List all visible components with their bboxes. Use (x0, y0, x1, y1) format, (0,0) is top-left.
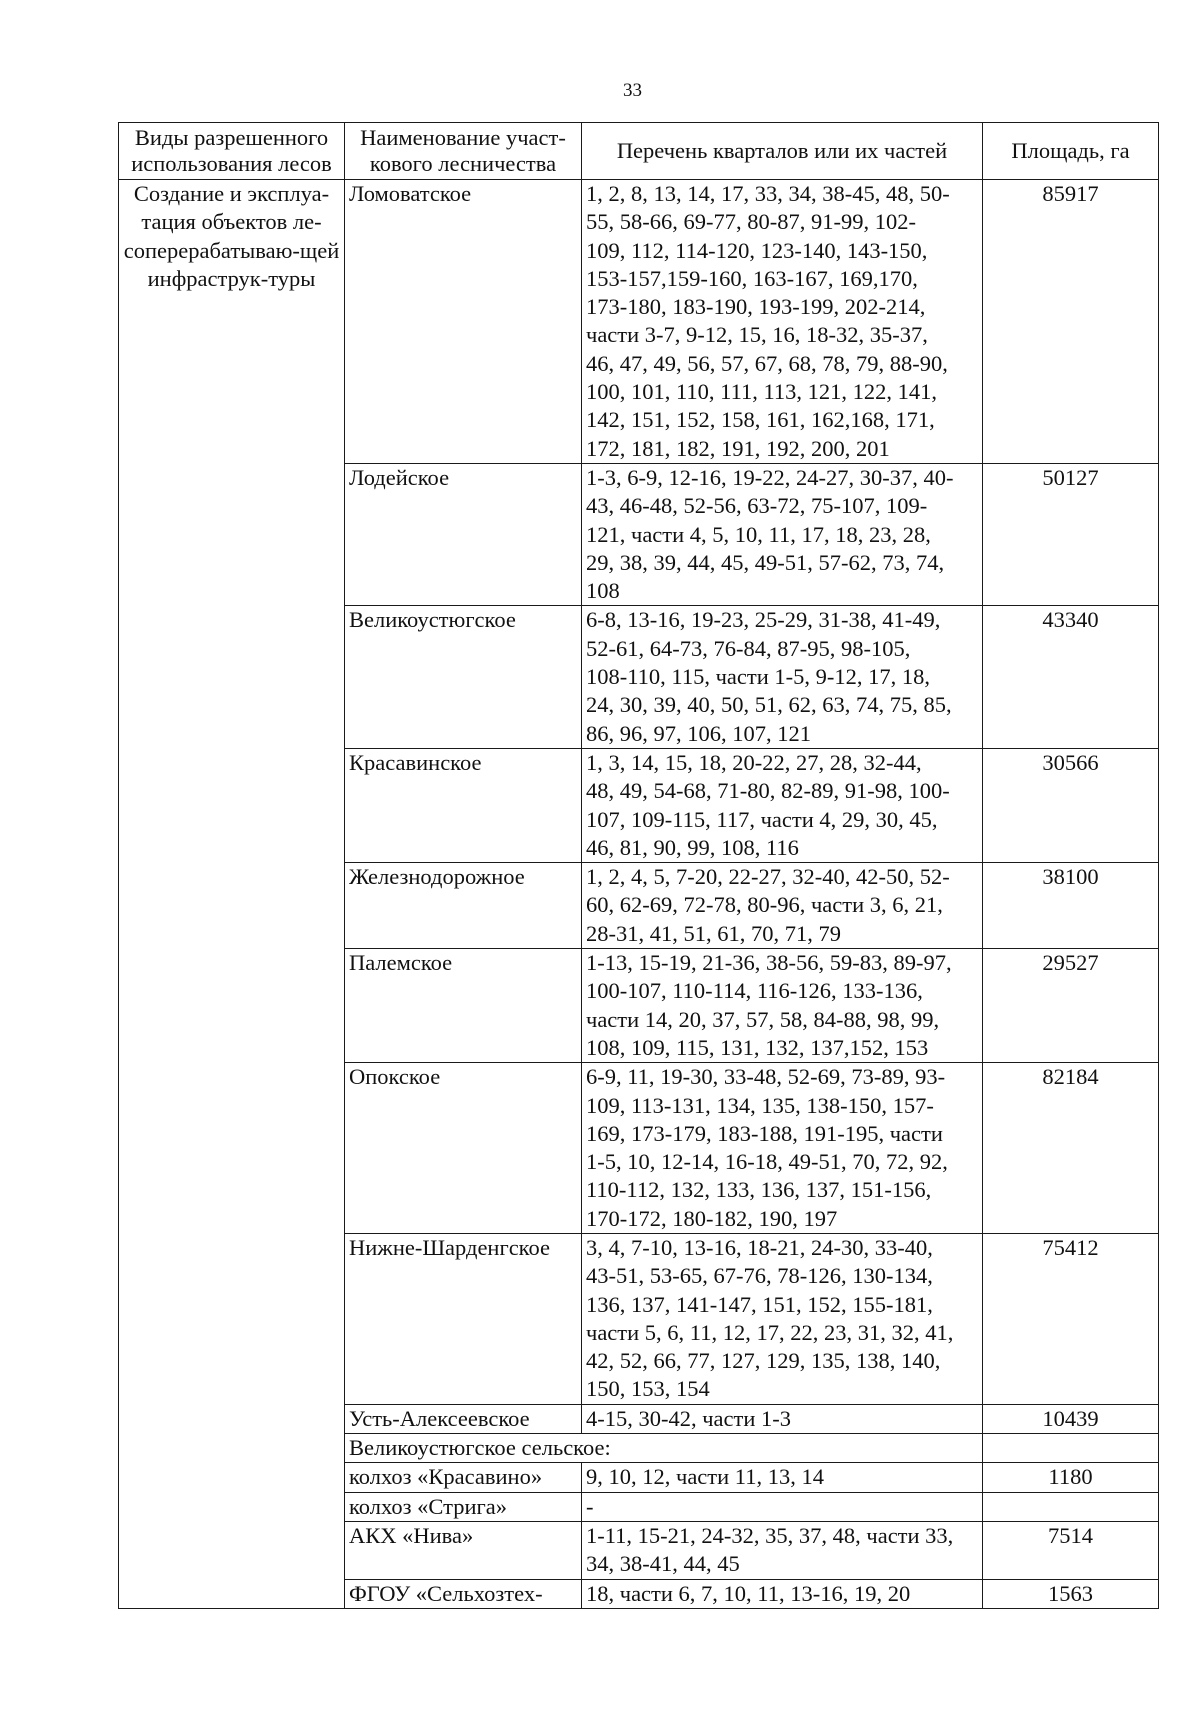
area-cell: 50127 (983, 463, 1159, 605)
area-cell: 7514 (983, 1521, 1159, 1579)
header-area: Площадь, га (983, 123, 1159, 180)
quarters-cell: 1-13, 15-19, 21-36, 38-56, 59-83, 89-97, 100-107, 110-114, 116-126, 133-136, части 14, 20, 37, 57, 58, 84-88, 98, 99, 108, 109, 115, 131, 132, 137,152, 153 (582, 949, 983, 1063)
header-forestry: Наименование участ-кового лесничества (345, 123, 582, 180)
forestry-cell: колхоз «Стрига» (345, 1492, 582, 1521)
use-type-cell: Создание и эксплуа-тация объектов ле-соперерабатываю-щей инфраструк-туры (119, 180, 345, 1609)
table-header-row (119, 123, 1159, 180)
area-cell: 75412 (983, 1233, 1159, 1404)
area-cell: 85917 (983, 180, 1159, 464)
forestry-cell: Железнодорожное (345, 863, 582, 949)
quarters-cell: 4-15, 30-42, части 1-3 (582, 1404, 983, 1433)
forest-use-table (118, 122, 1159, 1609)
area-cell: 30566 (983, 748, 1159, 862)
quarters-cell: 1, 3, 14, 15, 18, 20-22, 27, 28, 32-44, 48, 49, 54-68, 71-80, 82-89, 91-98, 100- 107, 109-115, 117, части 4, 29, 30, 45, 46, 81, 90, 99, 108, 116 (582, 748, 983, 862)
area-cell: 1563 (983, 1579, 1159, 1608)
quarters-cell: 1, 2, 8, 13, 14, 17, 33, 34, 38-45, 48, 50- 55, 58-66, 69-77, 80-87, 91-99, 102- 109, 112, 114-120, 123-140, 143-150, 153-157,159-160, 163-167, 169,170, 173-180, 183-190, 193-199, 202-214, части 3-7, 9-12, 15, 16, 18-32, 35-37, 46, 47, 49, 56, 57, 67, 68, 78, 79, 88-90, 100, 101, 110, 111, 113, 121, 122, 141, 142, 151, 152, 158, 161, 162,168, 171, 172, 181, 182, 191, 192, 200, 201 (582, 180, 983, 464)
area-cell (983, 1434, 1159, 1463)
forestry-cell: Палемское (345, 949, 582, 1063)
area-cell: 82184 (983, 1063, 1159, 1234)
forestry-cell: Усть-Алексеевское (345, 1404, 582, 1433)
area-cell: 29527 (983, 949, 1159, 1063)
area-cell: 10439 (983, 1404, 1159, 1433)
quarters-cell: 6-8, 13-16, 19-23, 25-29, 31-38, 41-49, 52-61, 64-73, 76-84, 87-95, 98-105, 108-110, 115, части 1-5, 9-12, 17, 18, 24, 30, 39, 40, 50, 51, 62, 63, 74, 75, 85, 86, 96, 97, 106, 107, 121 (582, 606, 983, 748)
forestry-cell: Лодейское (345, 463, 582, 605)
quarters-cell: 9, 10, 12, части 11, 13, 14 (582, 1463, 983, 1492)
forestry-cell: Ломоватское (345, 180, 582, 464)
area-cell: 43340 (983, 606, 1159, 748)
area-cell (983, 1492, 1159, 1521)
header-quarters: Перечень кварталов или их частей (582, 123, 983, 180)
forestry-cell: Опокское (345, 1063, 582, 1234)
forestry-cell: Великоустюгское (345, 606, 582, 748)
quarters-cell: 1-11, 15-21, 24-32, 35, 37, 48, части 33, 34, 38-41, 44, 45 (582, 1521, 983, 1579)
quarters-cell: 3, 4, 7-10, 13-16, 18-21, 24-30, 33-40, 43-51, 53-65, 67-76, 78-126, 130-134, 136, 137, 141-147, 151, 152, 155-181, части 5, 6, 11, 12, 17, 22, 23, 31, 32, 41, 42, 52, 66, 77, 127, 129, 135, 138, 140, 150, 153, 154 (582, 1233, 983, 1404)
forestry-cell: ФГОУ «Сельхозтех- (345, 1579, 582, 1608)
page-number: 33 (623, 80, 642, 101)
quarters-cell: - (582, 1492, 983, 1521)
forestry-cell: АКХ «Нива» (345, 1521, 582, 1579)
forestry-cell: Нижне-Шарденгское (345, 1233, 582, 1404)
forestry-cell: колхоз «Красавино» (345, 1463, 582, 1492)
quarters-cell: 18, части 6, 7, 10, 11, 13-16, 19, 20 (582, 1579, 983, 1608)
quarters-cell: 1, 2, 4, 5, 7-20, 22-27, 32-40, 42-50, 52- 60, 62-69, 72-78, 80-96, части 3, 6, 21, 28-31, 41, 51, 61, 70, 71, 79 (582, 863, 983, 949)
area-cell: 38100 (983, 863, 1159, 949)
area-cell: 1180 (983, 1463, 1159, 1492)
table-row (119, 180, 1159, 464)
forestry-cell: Красавинское (345, 748, 582, 862)
group-label-cell: Великоустюгское сельское: (345, 1434, 983, 1463)
header-use-type: Виды разрешенного использования лесов (119, 123, 345, 180)
quarters-cell: 6-9, 11, 19-30, 33-48, 52-69, 73-89, 93- 109, 113-131, 134, 135, 138-150, 157- 169, 173-179, 183-188, 191-195, части 1-5, 10, 12-14, 16-18, 49-51, 70, 72, 92, 110-112, 132, 133, 136, 137, 151-156, 170-172, 180-182, 190, 197 (582, 1063, 983, 1234)
quarters-cell: 1-3, 6-9, 12-16, 19-22, 24-27, 30-37, 40- 43, 46-48, 52-56, 63-72, 75-107, 109- 121, части 4, 5, 10, 11, 17, 18, 23, 28, 29, 38, 39, 44, 45, 49-51, 57-62, 73, 74, 108 (582, 463, 983, 605)
